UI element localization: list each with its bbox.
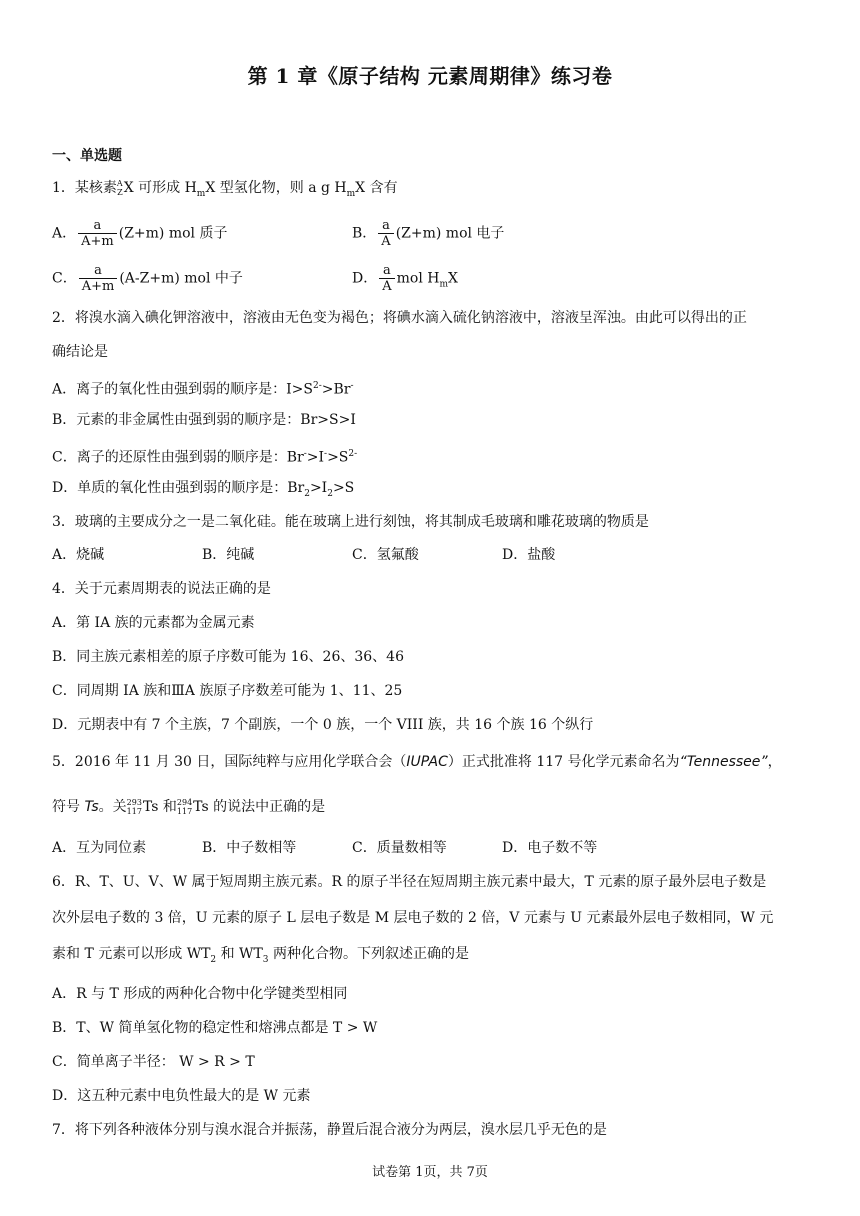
question-2-stem-line1: 2．将溴水滴入碘化钾溶液中，溶液由无色变为褐色；将碘水滴入硫化钠溶液中，溶液呈浑浊。由此可以得出的正 bbox=[52, 310, 747, 326]
page-footer: 试卷第 1页，共 7页 bbox=[372, 1165, 488, 1180]
question-5-option-d[interactable]: D．电子数不等 bbox=[502, 840, 598, 856]
question-6-option-b[interactable]: B．T、W 简单氢化物的稳定性和熔沸点都是 T > W bbox=[52, 1020, 378, 1036]
page-title: 第 1 章《原子结构 元素周期律》练习卷 bbox=[247, 64, 613, 88]
question-7-stem: 7．将下列各种液体分别与溴水混合并振荡，静置后混合液分为两层，溴水层几乎无色的是 bbox=[52, 1122, 607, 1138]
nuclide-notation: 293 117 bbox=[126, 798, 142, 816]
question-2-option-c[interactable]: C．离子的还原性由强到弱的顺序是：$Br^->I^->S^{2-}$ bbox=[52, 449, 358, 466]
question-6-option-d[interactable]: D．这五种元素中电负性最大的是 W 元素 bbox=[52, 1088, 311, 1104]
question-4-option-c[interactable]: C．同周期 IA 族和ⅢA 族原子序数差可能为 1、11、25 bbox=[52, 683, 403, 699]
question-3-option-b[interactable]: B．纯碱 bbox=[202, 547, 255, 563]
section-heading: 一、单选题 bbox=[52, 148, 122, 164]
question-1-option-a[interactable]: A． $\frac{a}{A+m}$ (Z+m) mol 质子 bbox=[52, 218, 228, 249]
question-2-stem-line2: 确结论是 bbox=[52, 344, 108, 360]
question-3-option-a[interactable]: A．烧碱 bbox=[52, 547, 105, 563]
question-4-stem: 4．关于元素周期表的说法正确的是 bbox=[52, 581, 271, 597]
question-2-option-d[interactable]: D．单质的氧化性由强到弱的顺序是：$Br_2>I_2>S$ bbox=[52, 480, 355, 499]
question-4-option-d[interactable]: D．元期表中有 7 个主族，7 个副族，一个 0 族，一个 VIII 族，共 16 个族 16 个纵行 bbox=[52, 717, 594, 733]
question-1-stem: 1．某核素 A Z X 可形成 $H_mX$ 型氢化物，则 a g $H_mX$ 含有 bbox=[52, 179, 398, 199]
question-5-option-a[interactable]: A．互为同位素 bbox=[52, 840, 147, 856]
question-1-option-c[interactable]: C． $\frac{a}{A+m}$ (A-Z+m) mol 中子 bbox=[52, 263, 243, 294]
question-2-option-a[interactable]: A．离子的氧化性由强到弱的顺序是：$I>S^{2-}>Br^-$ bbox=[52, 381, 354, 398]
question-4-option-b[interactable]: B．同主族元素相差的原子序数可能为 16、26、36、46 bbox=[52, 649, 404, 665]
question-6-stem-line3: 素和 T 元素可以形成 $WT_2$ 和 $WT_3$ 两种化合物。下列叙述正确的是 bbox=[52, 946, 469, 965]
question-3-stem: 3．玻璃的主要成分之一是二氧化硅。能在玻璃上进行刻蚀，将其制成毛玻璃和雕花玻璃的物质是 bbox=[52, 514, 649, 530]
question-6-option-c[interactable]: C．简单离子半径： W > R > T bbox=[52, 1054, 255, 1070]
question-5-option-b[interactable]: B．中子数相等 bbox=[202, 840, 297, 856]
question-1-option-d[interactable]: D． $\frac{a}{A}$ mol $H_mX$ bbox=[352, 263, 458, 294]
question-5-stem-line1: 5．2016 年 11 月 30 日，国际纯粹与应用化学联合会（IUPAC）正式批准将 117 号化学元素命名为“Tennessee”， bbox=[52, 754, 782, 770]
question-3-option-c[interactable]: C．氢氟酸 bbox=[352, 547, 419, 563]
question-5-stem-line2: 符号 Ts。关 293 117 Ts 和 294 117 Ts 的说法中正确的是 bbox=[52, 798, 326, 816]
question-2-option-b[interactable]: B．元素的非金属性由强到弱的顺序是：Br>S>I bbox=[52, 412, 356, 428]
question-1-option-b[interactable]: B． $\frac{a}{A}$ (Z+m) mol 电子 bbox=[352, 218, 505, 249]
nuclide-notation: A Z bbox=[116, 179, 123, 197]
question-3-option-d[interactable]: D．盐酸 bbox=[502, 547, 556, 563]
question-6-option-a[interactable]: A．R 与 T 形成的两种化合物中化学键类型相同 bbox=[52, 986, 348, 1002]
question-5-option-c[interactable]: C．质量数相等 bbox=[352, 840, 447, 856]
question-4-option-a[interactable]: A．第 IA 族的元素都为金属元素 bbox=[52, 615, 255, 631]
nuclide-notation: 294 117 bbox=[176, 798, 193, 816]
question-6-stem-line1: 6．R、T、U、V、W 属于短周期主族元素。R 的原子半径在短周期主族元素中最大，T 元素的原子最外层电子数是 bbox=[52, 874, 767, 890]
question-6-stem-line2: 次外层电子数的 3 倍，U 元素的原子 L 层电子数是 M 层电子数的 2 倍，V 元素与 U 元素最外层电子数相同，W 元 bbox=[52, 910, 774, 926]
